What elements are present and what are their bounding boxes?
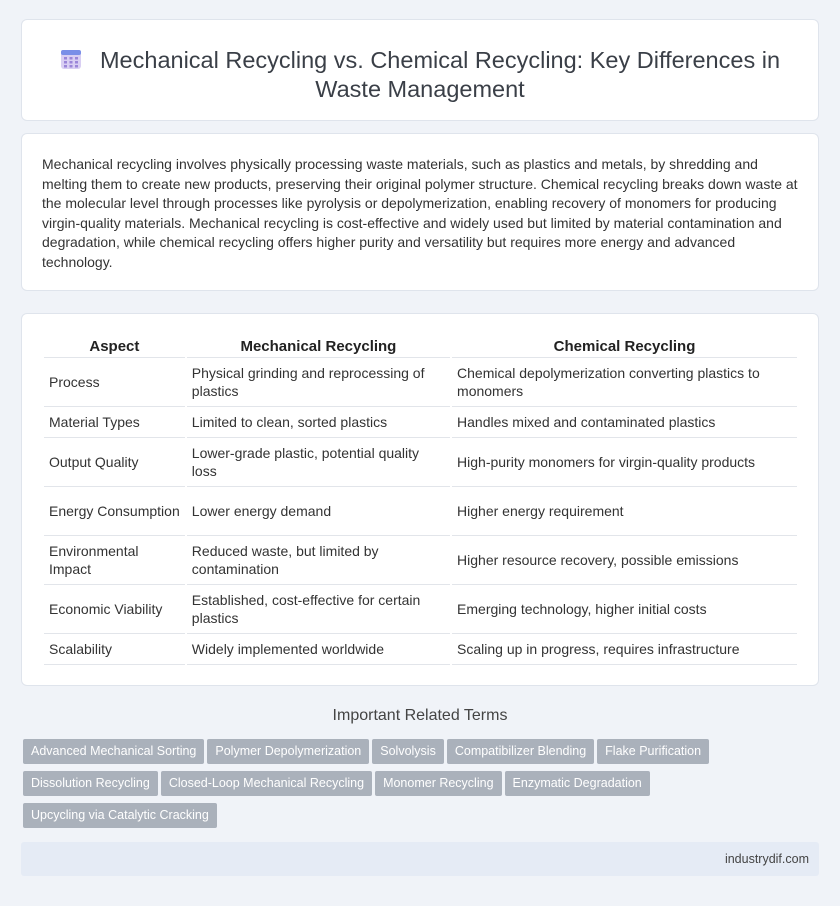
table-cell: Scalability [44,634,185,665]
term-tag[interactable]: Dissolution Recycling [23,771,158,796]
table-cell: Established, cost-effective for certain plastics [187,585,450,634]
comparison-table [42,336,799,665]
table-cell: Emerging technology, higher initial costs [452,585,797,634]
table-cell: Higher energy requirement [452,487,797,536]
table-row [44,407,797,438]
summary-text: Mechanical recycling involves physically processing waste materials, such as plastics and metals, by shredding and melting them to create new products, preserving their original polymer structure. Chemical recycling breaks down waste at the molecular level through processes like pyrolysis or depolymerization, enabling recovery of monomers for producing virgin-quality materials. Mechanical recycling is cost-effective and widely used but limited by material contamination and degradation, while chemical recycling offers higher purity and versatility but requires more energy and advanced technology. [42,156,798,270]
term-tag[interactable]: Monomer Recycling [375,771,501,796]
table-cell: Handles mixed and contaminated plastics [452,407,797,438]
table-cell: Chemical depolymerization converting plastics to monomers [452,358,797,407]
term-tag[interactable]: Flake Purification [597,739,709,764]
page-title-row [22,46,818,104]
calendar-grid-icon [60,48,82,70]
table-row [44,358,797,407]
term-tag[interactable]: Upcycling via Catalytic Cracking [23,803,217,828]
table-cell: Widely implemented worldwide [187,634,450,665]
table-row [44,585,797,634]
related-terms-title: Important Related Terms [332,707,508,724]
table-cell: Process [44,358,185,407]
table-cell: Limited to clean, sorted plastics [187,407,450,438]
term-tag[interactable]: Compatibilizer Blending [447,739,594,764]
column-header-aspect: Aspect [44,336,185,358]
table-cell: High-purity monomers for virgin-quality products [452,438,797,487]
term-tag[interactable]: Solvolysis [372,739,444,764]
table-cell: Economic Viability [44,585,185,634]
table-cell: Physical grinding and reprocessing of plastics [187,358,450,407]
table-row [44,487,797,536]
page-title: Mechanical Recycling vs. Chemical Recycling: Key Differences in Waste Management [99,47,781,102]
table-cell: Lower-grade plastic, potential quality loss [187,438,450,487]
table-cell: Environmental Impact [44,536,185,585]
table-header-row [44,336,797,358]
table-cell: Energy Consumption [44,487,185,536]
footer [21,842,819,876]
column-header-mechanical: Mechanical Recycling [187,336,450,358]
table-row [44,536,797,585]
summary-card [21,133,819,291]
column-header-chemical: Chemical Recycling [452,336,797,358]
table-cell: Scaling up in progress, requires infrastructure [452,634,797,665]
term-tag[interactable]: Enzymatic Degradation [505,771,650,796]
table-cell: Reduced waste, but limited by contamination [187,536,450,585]
term-tag[interactable]: Closed-Loop Mechanical Recycling [161,771,372,796]
comparison-table-card [21,313,819,686]
table-cell: Material Types [44,407,185,438]
table-cell: Output Quality [44,438,185,487]
table-cell: Lower energy demand [187,487,450,536]
table-row [44,438,797,487]
term-tag[interactable]: Advanced Mechanical Sorting [23,739,204,764]
table-row [44,634,797,665]
term-tag[interactable]: Polymer Depolymerization [207,739,369,764]
table-cell: Higher resource recovery, possible emissions [452,536,797,585]
footer-site-link[interactable]: industrydif.com [724,852,809,866]
related-terms-list [23,739,823,835]
header-card [21,19,819,121]
